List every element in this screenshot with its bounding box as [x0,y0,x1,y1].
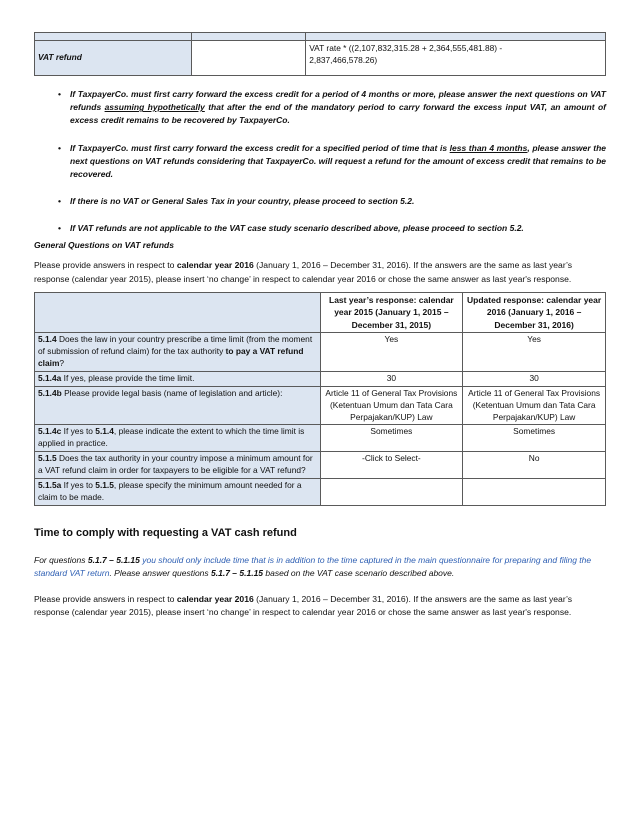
bullet-item: • If TaxpayerCo. must first carry forward the excess credit for a period of 4 months or more, please answer the next questions on VAT refunds assuming hypothetically that after the end of the mandatory period to carry forward the excess input VAT, an amount of excess credit remains to be recovered by TaxpayerCo. [58,89,606,126]
bullet-item: • If TaxpayerCo. must first carry forward the excess credit for a specified period of time that is less than 4 months, please answer the next questions on VAT refunds considering that TaxpayerCo. will request a refund for the amount of excess credit that remains to be recovered. [58,142,607,179]
question-cell: 5.1.4b Please provide legal basis (name of legislation and article): [35,386,321,425]
instructions-paragraph-2: Please provide answers in respect to calendar year 2016 (January 1, 2016 – December 31, 2016). If the answers are the same as last year’s response (calendar year 2015), please insert ‘no change’ in respect to calendar year 2016 or chose the same answer as last year's response. [34,593,573,618]
general-questions-title: General Questions on VAT refunds [34,240,174,251]
time-note: For questions 5.1.7 – 5.1.15 you should only include time that is in addition to the time captured in the main questionnaire for preparing and filing the standard VAT return. Please answer questions 5.1.7 – 5.1.15 based on the VAT case scenario described above. [34,554,592,579]
answer-updated[interactable]: 30 [463,371,606,386]
table-row [35,333,606,372]
answer-updated[interactable]: Yes [463,333,606,372]
empty-cell [192,41,306,76]
bullet-dot-icon: • [58,223,61,234]
table-header-row [35,33,606,41]
bullet-dot-icon: • [58,196,61,207]
vat-refund-formula[interactable] [306,41,606,76]
answer-updated[interactable] [463,479,606,506]
formula-line-1: VAT rate * ((2,107,832,315.28 + 2,364,555,481.88) - [309,43,503,53]
answer-updated[interactable]: Sometimes [463,425,606,452]
instruction-bullets [34,88,606,235]
answer-last-year[interactable] [320,479,463,506]
bullet-dot-icon: • [58,89,61,99]
vat-refund-table [34,32,606,76]
section-heading: Time to comply with requesting a VAT cash refund [34,526,297,539]
header-last-year: Last year’s response: calendar year 2015 (January 1, 2015 – December 31, 2015) [320,293,463,333]
instructions-paragraph: Please provide answers in respect to calendar year 2016 (January 1, 2016 – December 31, 2016). If the answers are the same as last year’s response (calendar year 2015), please insert ‘no change’ in respect to calendar year 2016 or chose the same answer as last year's response. [34,260,573,284]
formula-line-2: 2,837,466,578.26) [309,54,378,65]
document-page [34,32,606,619]
bullet-dot-icon: • [58,142,61,153]
table-row [35,386,606,425]
table-row [35,452,606,479]
table-row [35,371,606,386]
table-row [35,425,606,452]
questions-table [34,292,606,506]
vat-refund-row [35,41,606,76]
answer-last-year-select[interactable]: -Click to Select- [320,452,463,479]
questions-header-row [35,293,606,333]
answer-updated[interactable]: No [463,452,606,479]
table-row [35,479,606,506]
question-cell: 5.1.4a If yes, please provide the time limit. [35,371,321,386]
answer-last-year[interactable]: 30 [320,371,463,386]
question-cell: 5.1.5 Does the tax authority in your country impose a minimum amount for a VAT refund claim in order for taxpayers to be eligible for a VAT refund? [35,452,321,479]
answer-last-year[interactable]: Sometimes [320,425,463,452]
vat-refund-label: VAT refund [35,41,192,76]
question-cell: 5.1.4 Does the law in your country prescribe a time limit (from the moment of submission of refund claim) for the tax authority to pay a VAT refund claim? [35,333,321,372]
bullet-item: • If there is no VAT or General Sales Tax in your country, please proceed to section 5.2. [34,195,606,208]
answer-updated[interactable]: Article 11 of General Tax Provisions (Ketentuan Umum dan Tata Cara Perpajakan/KUP) Law [463,386,606,425]
header-updated: Updated response: calendar year 2016 (January 1, 2016 – December 31, 2016) [463,293,606,333]
bullet-item: • If VAT refunds are not applicable to the VAT case study scenario described above, please proceed to section 5.2. [34,222,606,235]
answer-last-year[interactable]: Article 11 of General Tax Provisions (Ketentuan Umum dan Tata Cara Perpajakan/KUP) Law [320,386,463,425]
answer-last-year[interactable]: Yes [320,333,463,372]
question-cell: 5.1.5a If yes to 5.1.5, please specify the minimum amount needed for a claim to be made. [35,479,321,506]
question-cell: 5.1.4c If yes to 5.1.4, please indicate the extent to which the time limit is applied in practice. [35,425,321,452]
